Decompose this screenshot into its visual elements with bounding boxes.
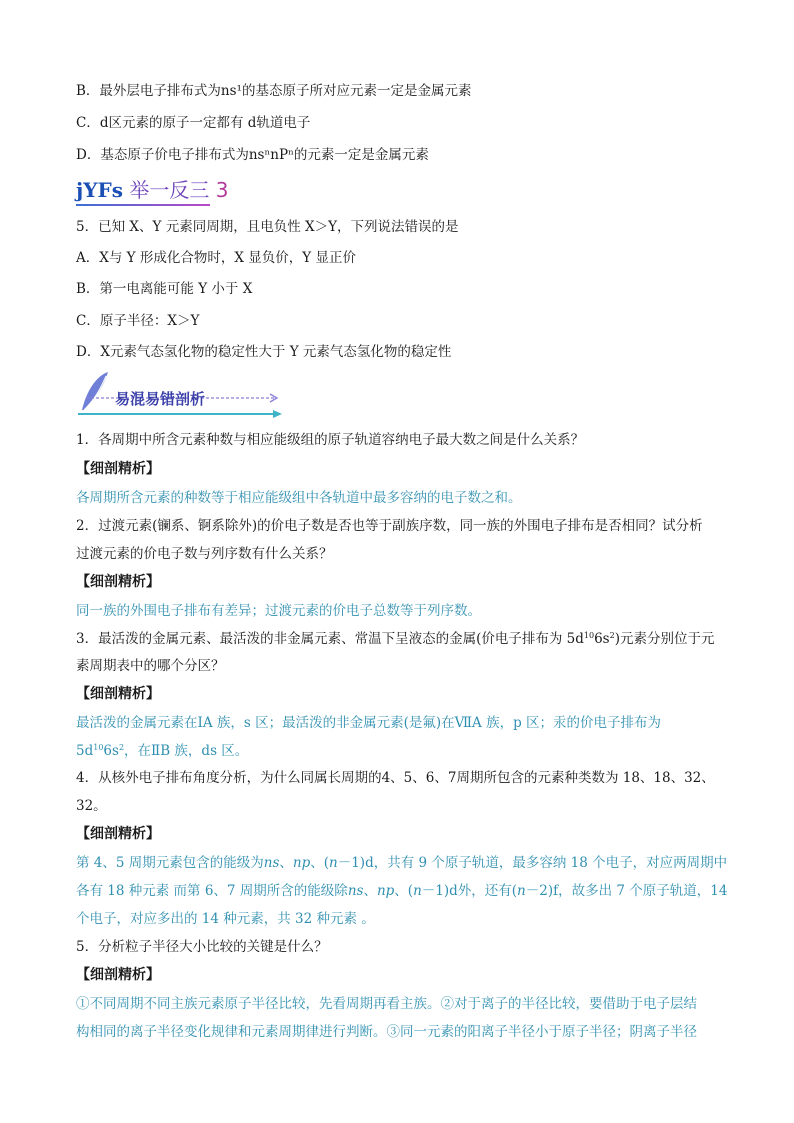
mix-answer-4-line-3: 个电子，对应多出的 14 种元素，共 32 种元素 。 xyxy=(76,911,375,927)
section-title-text: 举一反三 xyxy=(129,178,210,202)
mix-section-title: 易混易错剖析 xyxy=(115,390,206,408)
q3-text-e: )元素分别位于元 xyxy=(614,631,715,647)
section-title-prefix: jYFs xyxy=(76,178,123,202)
a3-text-e: ，在ⅡB 族，ds 区。 xyxy=(124,743,249,759)
mix-answer-2: 同一族的外围电子排布有差异；过渡元素的价电子总数等于列序数。 xyxy=(76,603,481,619)
mix-question-3-line-1 xyxy=(76,629,736,649)
mix-question-3-line-2: 素周期表中的哪个分区？ xyxy=(76,658,225,674)
q3-text-c: 6s xyxy=(594,631,610,647)
option-c: C．d区元素的原子一定都有 d轨道电子 xyxy=(76,115,311,131)
mix-question-1: 1．各周期中所含元素种数与相应能级组的原子轨道容纳电子最大数之间是什么关系？ xyxy=(76,432,585,448)
a4-l1-ns: ns xyxy=(263,855,280,871)
mix-question-2-line-1: 2．过渡元素(镧系、锕系除外)的价电子数是否也等于副族序数，同一族的外围电子排布是否相同？试分析 xyxy=(76,518,703,534)
a3-superscript-10: 10 xyxy=(93,743,104,752)
mix-question-4-line-2: 32。 xyxy=(76,798,107,814)
mix-answer-4-line-2 xyxy=(76,881,736,901)
a4-l1-n: n xyxy=(329,855,338,871)
mix-answer-5-line-1: ①不同周期不同主族元素原子半径比较，先看周期再看主族。②对于离子的半径比较，要借助于电子层结 xyxy=(76,996,697,1012)
a4-l2-n: n xyxy=(413,883,422,899)
a4-l2-sep4: 、( xyxy=(394,883,414,899)
question-5-option-b: B．第一电离能可能 Y 小于 X xyxy=(76,281,253,297)
mix-answer-3-line-2 xyxy=(76,741,736,761)
a4-l2-text-a: 各有 18 种元素 而第 6、7 周期所含的能级除 xyxy=(76,883,348,899)
mix-question-2-line-2: 过渡元素的价电子数与列序数有什么关系？ xyxy=(76,546,333,562)
mix-answer-1: 各周期所含元素的种数等于相应能级组中各轨道中最多容纳的电子数之和。 xyxy=(76,490,522,506)
analysis-label-5: 【细剖精析】 xyxy=(76,967,160,983)
option-b: B．最外层电子排布式为ns¹的基态原子所对应元素一定是金属元素 xyxy=(76,83,472,99)
section-title-number: 3 xyxy=(215,178,229,202)
analysis-label-3: 【细剖精析】 xyxy=(76,686,160,702)
a4-l1-sep2: 、( xyxy=(310,855,330,871)
question-5-stem: 5．已知 X、Y 元素同周期，且电负性 X＞Y，下列说法错误的是 xyxy=(76,219,459,235)
a3-text-a: 5d xyxy=(76,743,94,759)
a4-l2-sep3: 、 xyxy=(363,883,377,899)
analysis-label-4: 【细剖精析】 xyxy=(76,826,160,842)
mix-answer-4-line-1 xyxy=(76,853,736,873)
a4-l1-text-b: －1)d，共有 9 个原子轨道，最多容纳 18 个电子，对应两周期中 xyxy=(337,855,728,871)
section-title-underline xyxy=(76,204,210,206)
a4-l1-np: np xyxy=(292,855,311,871)
analysis-label-1: 【细剖精析】 xyxy=(76,461,160,477)
a4-l2-n3: n xyxy=(517,883,526,899)
a4-l2-np: np xyxy=(376,883,395,899)
mix-answer-3-line-1: 最活泼的金属元素在ⅠA 族，s 区；最活泼的非金属元素(是氟)在ⅦA 族，p 区；汞的价电子排布为 xyxy=(76,715,662,731)
question-5-option-d: D．X元素气态氢化物的稳定性大于 Y 元素气态氢化物的稳定性 xyxy=(76,344,452,360)
option-d: D．基态原子价电子排布式为nsⁿnPⁿ的元素一定是金属元素 xyxy=(76,147,429,163)
mix-question-4-line-1: 4．从核外电子排布角度分析，为什么同属长周期的4、5、6、7周期所包含的元素种类数为 18、18、32、 xyxy=(76,770,715,786)
a3-text-c: 6s xyxy=(103,743,119,759)
mix-answer-5-line-2: 构相同的离子半径变化规律和元素周期律进行判断。③同一元素的阳离子半径小于原子半径；阴离子半径 xyxy=(76,1024,697,1040)
a3-superscript-2: 2 xyxy=(118,743,125,752)
q3-superscript-10: 10 xyxy=(583,631,595,640)
question-5-option-c: C．原子半径：X＞Y xyxy=(76,313,200,329)
analysis-label-2: 【细剖精析】 xyxy=(76,574,160,590)
a4-l2-ns: ns xyxy=(347,883,364,899)
mix-question-5: 5．分析粒子半径大小比较的关键是什么？ xyxy=(76,939,328,955)
a4-l1-sep1: 、 xyxy=(279,855,293,871)
a4-l2-text-b: －1)d外，还有( xyxy=(421,883,518,899)
q3-text-a: 3．最活泼的金属元素、最活泼的非金属元素、常温下呈液态的金属(价电子排布为 5d xyxy=(76,631,584,647)
section-title xyxy=(76,176,228,204)
question-5-option-a: A．X与 Y 形成化合物时，X 显负价，Y 显正价 xyxy=(76,250,356,266)
a4-l1-text-a: 第 4、5 周期元素包含的能级为 xyxy=(76,855,264,871)
a4-l2-text-c: －2)f，故多出 7 个原子轨道，14 xyxy=(525,883,728,899)
q3-superscript-2: 2 xyxy=(609,631,615,640)
